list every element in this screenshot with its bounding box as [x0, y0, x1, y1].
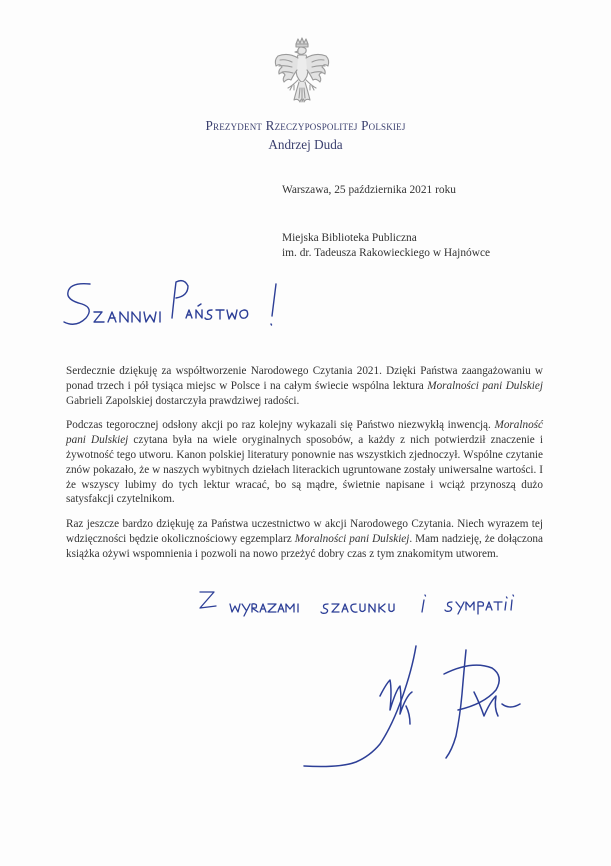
paragraph-1: Serdecznie dziękuję za współtworzenie Narodowego Czytania 2021. Dzięki Państwa zaangażowaniu w ponad trzech i pół tysiąca miejsc w Polsce i na całym świecie wspólna lektura Moralności pani Dulskiej Gabrieli Zapolskiej dostarczyła prawdziwej radości. [66, 365, 543, 407]
letterhead-title: Prezydent Rzeczypospolitej Polskiej [205, 118, 406, 133]
handwritten-signature [296, 640, 536, 770]
letterhead-name: Andrzej Duda [268, 137, 343, 152]
recipient-address [282, 231, 490, 261]
book-title: Moralności pani Dulskiej [294, 532, 410, 545]
handwritten-salutation [60, 278, 320, 350]
paragraph-3: Raz jeszcze bardzo dziękuję za Państwa uczestnictwo w akcji Narodowego Czytania. Niech wyrazem tej wdzięczności będzie okolicznościowy egzemplarz Moralności pani Dulskiej. Mam nadzieję, że dołączona książka ożywi wspomnienia i pozwoli na nowo przeżyć dobry czas z tym znakomitym utworem. [66, 518, 543, 560]
letter-body [66, 364, 543, 572]
handwritten-closing [196, 586, 536, 624]
place-date: Warszawa, 25 października 2021 roku [282, 184, 456, 196]
letterhead [0, 118, 611, 153]
recipient-line-1: Miejska Biblioteka Publiczna [282, 232, 417, 244]
white-eagle-emblem-icon [270, 36, 334, 110]
recipient-line-2: im. dr. Tadeusza Rakowieckiego w Hajnówce [282, 247, 491, 259]
book-title: Moralność pani Dulskiej [66, 419, 543, 447]
book-title: Moralności pani Dulskiej [427, 379, 543, 392]
paragraph-2: Podczas tegorocznej odsłony akcji po raz kolejny wykazali się Państwo niezwykłą inwencją. Moralność pani Dulskiej czytana była na wiele oryginalnych sposobów, a każdy z nich potwierdził znaczenie i żywotność tego utworu. Kanon polskiej literatury ponownie nas wszystkich zjednoczył. Wspólne czytanie znów pokazało, że w naszych wybitnych dziełach literackich ugruntowane zostały uniwersalne wartości. I że wszyscy lubimy do tych lektur wracać, bo są mądre, świetnie napisane i wciąż przynoszą dużo satysfakcji czytelnikom. [66, 419, 543, 506]
